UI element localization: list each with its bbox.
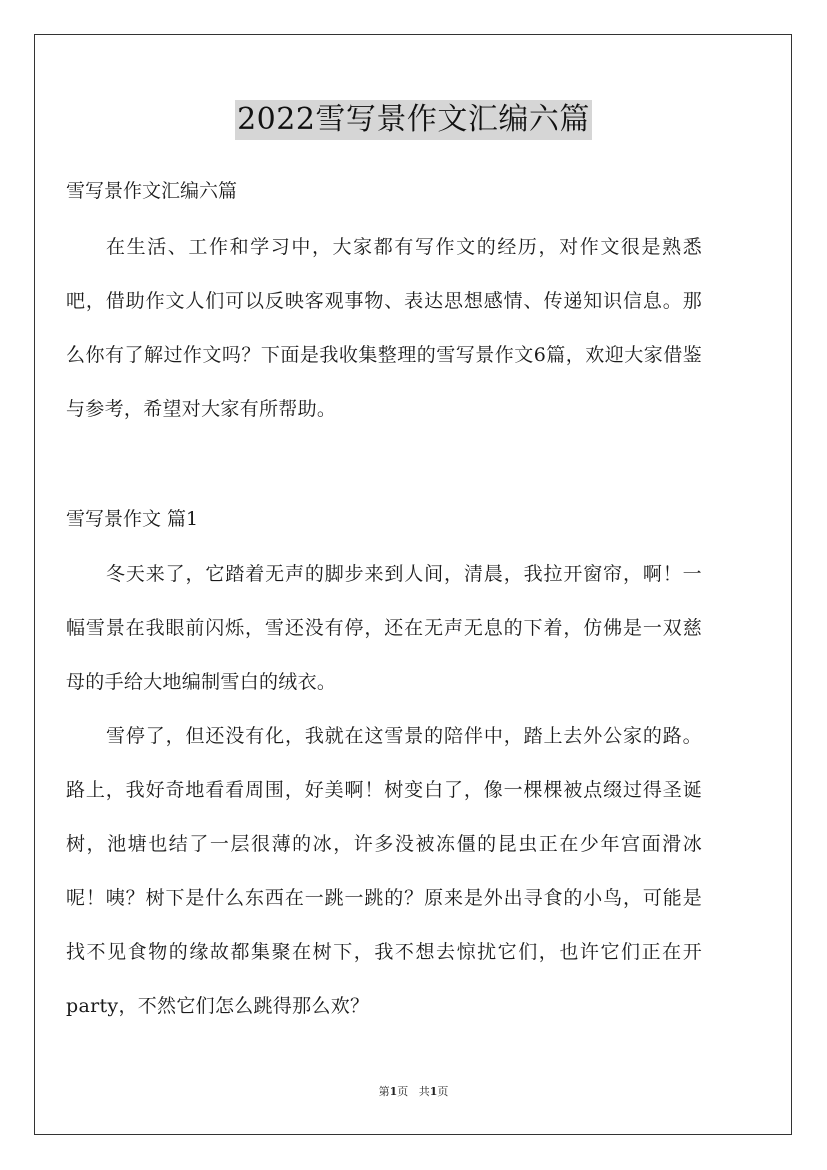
body-paragraph-2: 雪停了，但还没有化，我就在这雪景的陪伴中，踏上去外公家的路。路上，我好奇地看看周围，好美啊！树变白了，像一棵棵被点缀过得圣诞树，池塘也结了一层很薄的冰，许多没被冻僵的昆虫正在少年宫面滑冰呢！咦？树下是什么东西在一跳一跳的？原来是外出寻食的小鸟，可能是找不见食物的缘故都集聚在树下，我不想去惊扰它们，也许它们正在开party，不然它们怎么跳得那么欢？	[66, 725, 702, 1017]
title-container	[0, 100, 827, 140]
footer-page-number: 1	[389, 1085, 398, 1098]
intro-block	[66, 220, 702, 436]
footer-total-suffix: 页	[437, 1085, 449, 1098]
intro-paragraph: 在生活、工作和学习中，大家都有写作文的经历，对作文很是熟悉吧，借助作文人们可以反映客观事物、表达思想感情、传递知识信息。那么你有了解过作文吗？下面是我收集整理的雪写景作文6篇，欢迎大家借鉴与参考，希望对大家有所帮助。	[66, 236, 702, 420]
footer-total-prefix: 共	[418, 1085, 430, 1098]
document-subtitle: 雪写景作文汇编六篇	[66, 180, 238, 202]
section-heading: 雪写景作文 篇1	[66, 508, 199, 530]
footer-total-number: 1	[429, 1085, 438, 1098]
footer-page-prefix: 第	[378, 1085, 390, 1098]
body-paragraph-1: 冬天来了，它踏着无声的脚步来到人间，清晨，我拉开窗帘，啊！一幅雪景在我眼前闪烁，雪还没有停，还在无声无息的下着，仿佛是一双慈母的手给大地编制雪白的绒衣。	[66, 563, 702, 693]
footer-page-suffix: 页	[397, 1085, 409, 1098]
document-title: 2022雪写景作文汇编六篇	[235, 100, 592, 140]
page-footer	[0, 1083, 827, 1099]
section-body	[66, 547, 702, 1033]
